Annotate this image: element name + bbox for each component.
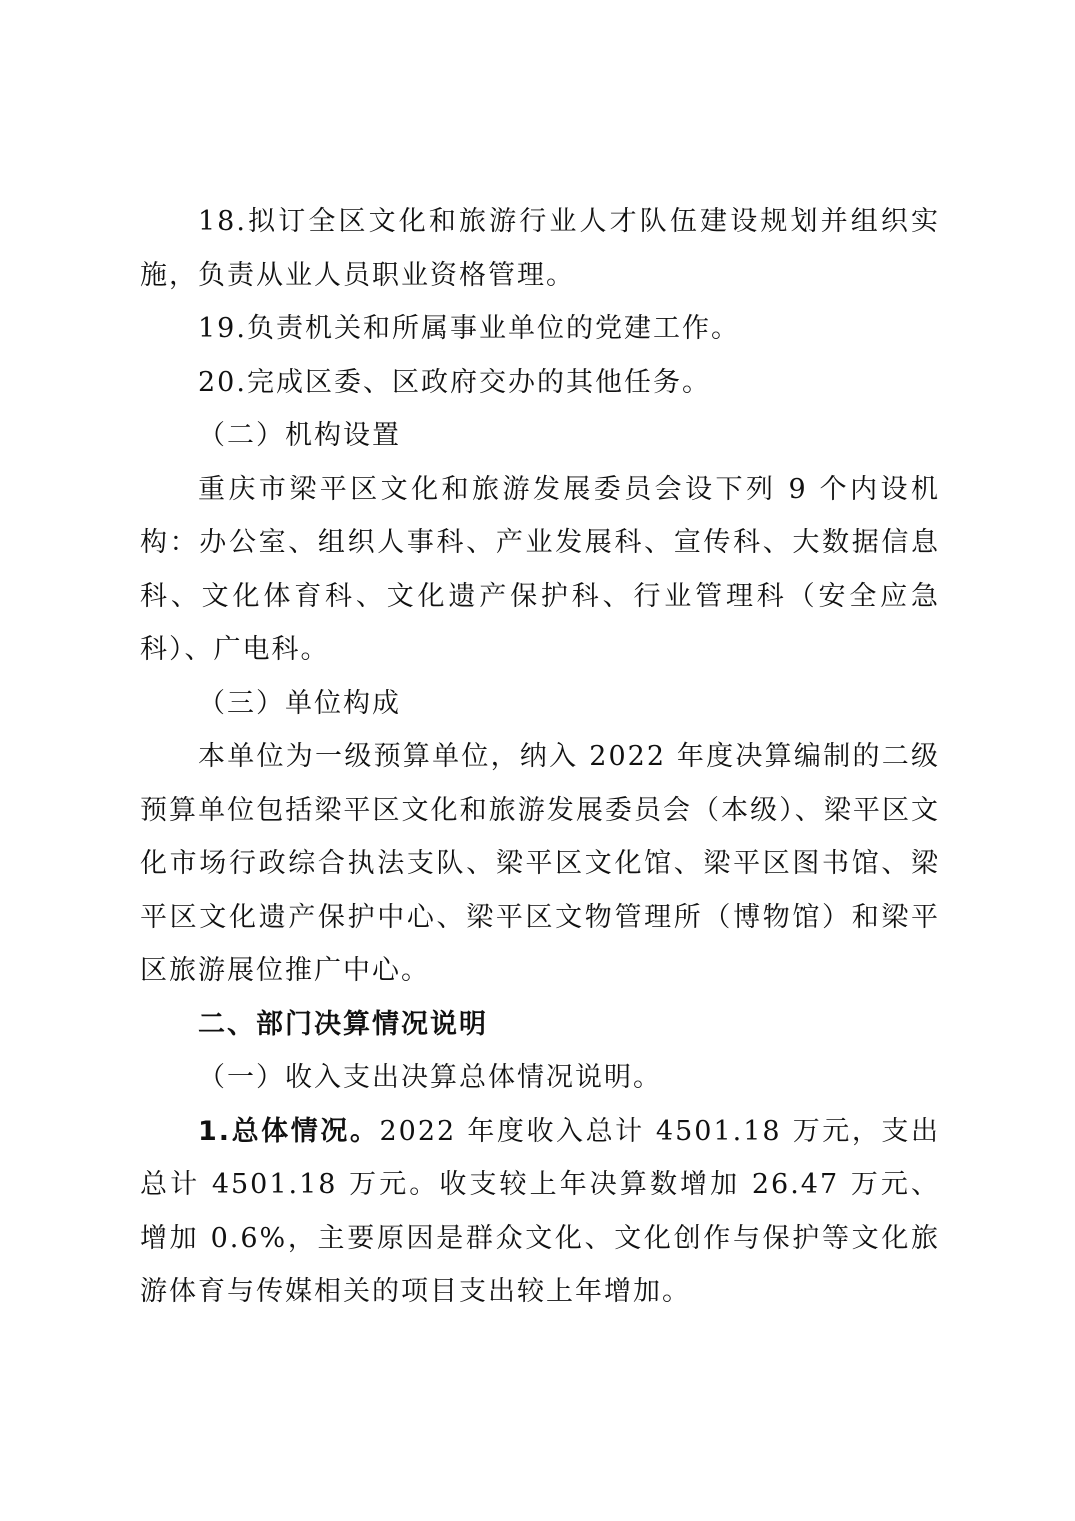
overall-paragraph	[140, 1105, 940, 1319]
overall-lead: 1.总体情况。	[198, 1115, 380, 1147]
org-setup-heading: （二）机构设置	[198, 420, 401, 451]
unit-composition-heading: （三）单位构成	[198, 687, 401, 719]
unit-composition-paragraph: 本单位为一级预算单位，纳入 2022 年度决算编制的二级预算单位包括梁平区文化和旅游发展委员会（本级）、梁平区文化市场行政综合执法支队、梁平区文化馆、梁平区图书馆、梁平区文化遗产保护中心、梁平区文物管理所（博物馆）和梁平区旅游展位推广中心。	[140, 741, 940, 986]
item-19-paragraph: 19.负责机关和所属事业单位的党建工作。	[198, 313, 740, 344]
section-2-heading: 二、部门决算情况说明	[198, 1008, 488, 1040]
item-20-paragraph: 20.完成区委、区政府交办的其他任务。	[198, 366, 711, 398]
income-expense-heading: （一）收入支出决算总体情况说明。	[198, 1062, 662, 1093]
item-18-paragraph: 18.拟订全区文化和旅游行业人才队伍建设规划并组织实施，负责从业人员职业资格管理。	[140, 206, 940, 291]
org-setup-paragraph: 重庆市梁平区文化和旅游发展委员会设下列 9 个内设机构：办公室、组织人事科、产业发展科、宣传科、大数据信息科、文化体育科、文化遗产保护科、行业管理科（安全应急科）、广电科。	[140, 473, 940, 665]
document-page	[140, 195, 940, 1319]
overall-text: 2022 年度收入总计 4501.18 万元，支出总计 4501.18 万元。收支较上年决算数增加 26.47 万元、增加 0.6%，主要原因是群众文化、文化创作与保护等文化旅游体育与传媒相关的项目支出较上年增加。	[140, 1115, 940, 1307]
